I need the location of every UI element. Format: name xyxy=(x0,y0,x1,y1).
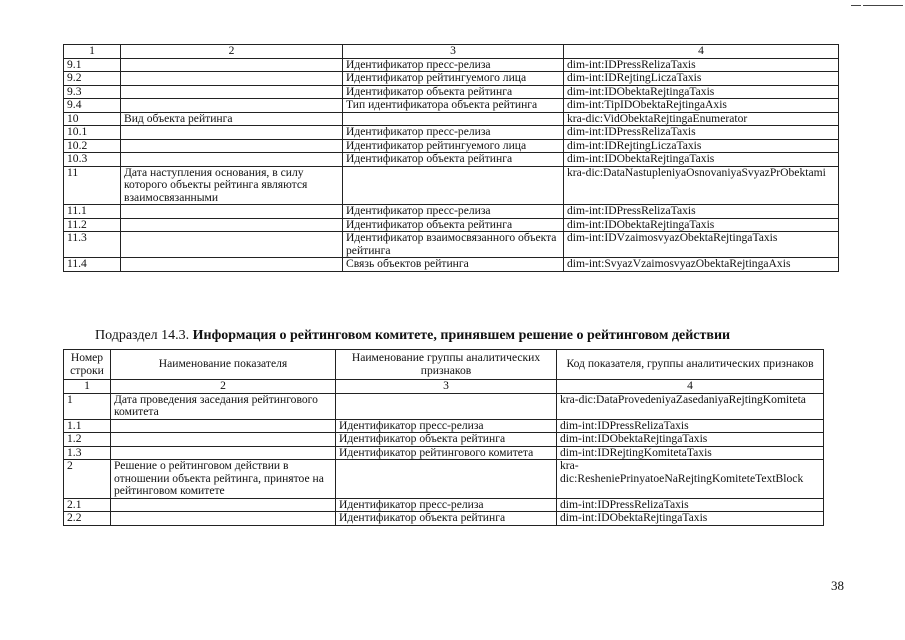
table-row xyxy=(64,232,839,258)
column-number-row xyxy=(64,45,839,59)
row-number-cell: 11.4 xyxy=(64,258,121,272)
table-row xyxy=(64,166,839,205)
indicator-code-cell: dim-int:IDObektaRejtingaTaxis xyxy=(564,153,839,167)
table-row xyxy=(64,446,824,460)
indicator-code-cell: dim-int:IDRejtingLiczaTaxis xyxy=(564,139,839,153)
indicator-name-cell xyxy=(121,72,343,86)
indicator-code-cell: kra-dic:DataNastupleniyaOsnovaniyaSvyazPrObektami xyxy=(564,166,839,205)
group-name-cell: Идентификатор объекта рейтинга xyxy=(336,512,557,526)
group-name-cell: Идентификатор рейтингуемого лица xyxy=(343,139,564,153)
row-number-cell: 1.1 xyxy=(64,419,111,433)
top-rule-short xyxy=(851,5,861,6)
indicator-name-cell: Решение о рейтинговом действии в отношении объекта рейтинга, принятое на рейтинговом комитете xyxy=(111,460,336,499)
column-number: 2 xyxy=(121,45,343,59)
column-number: 3 xyxy=(336,380,557,394)
header-row-number: Номер строки xyxy=(64,350,111,380)
indicator-code-cell: kra-dic:DataProvedeniyaZasedaniyaRejtingKomiteta xyxy=(557,393,824,419)
row-number-cell: 11.1 xyxy=(64,205,121,219)
indicator-name-cell xyxy=(121,85,343,99)
table-row xyxy=(64,419,824,433)
page-number: 38 xyxy=(831,578,844,593)
indicator-name-cell xyxy=(121,153,343,167)
row-number-cell: 2.1 xyxy=(64,498,111,512)
table-row xyxy=(64,393,824,419)
table-row xyxy=(64,218,839,232)
indicator-name-cell xyxy=(121,205,343,219)
table-row xyxy=(64,139,839,153)
table-row xyxy=(64,205,839,219)
indicator-code-cell: dim-int:SvyazVzaimosvyazObektaRejtingaAxis xyxy=(564,258,839,272)
indicator-name-cell xyxy=(121,258,343,272)
table-row xyxy=(64,112,839,126)
row-number-cell: 1.2 xyxy=(64,433,111,447)
subsection-prefix: Подраздел 14.3. xyxy=(95,328,193,343)
indicator-name-cell: Вид объекта рейтинга xyxy=(121,112,343,126)
table-row xyxy=(64,85,839,99)
group-name-cell: Идентификатор пресс-релиза xyxy=(343,126,564,140)
group-name-cell xyxy=(336,460,557,499)
indicator-name-cell xyxy=(121,99,343,113)
indicator-name-cell xyxy=(121,232,343,258)
indicator-code-cell: dim-int:IDObektaRejtingaTaxis xyxy=(557,512,824,526)
group-name-cell: Идентификатор объекта рейтинга xyxy=(343,218,564,232)
row-number-cell: 11.2 xyxy=(64,218,121,232)
table-row xyxy=(64,512,824,526)
indicator-code-cell: dim-int:IDObektaRejtingaTaxis xyxy=(564,85,839,99)
indicator-code-cell: kra-dic:VidObektaRejtingaEnumerator xyxy=(564,112,839,126)
column-number: 4 xyxy=(557,380,824,394)
indicator-name-cell: Дата наступления основания, в силу которого объекты рейтинга являются взаимосвязанными xyxy=(121,166,343,205)
row-number-cell: 11 xyxy=(64,166,121,205)
row-number-cell: 10.2 xyxy=(64,139,121,153)
indicator-code-cell: dim-int:IDObektaRejtingaTaxis xyxy=(557,433,824,447)
indicator-code-cell: dim-int:IDPressRelizaTaxis xyxy=(564,126,839,140)
row-number-cell: 10 xyxy=(64,112,121,126)
indicator-name-cell xyxy=(111,446,336,460)
group-name-cell: Идентификатор объекта рейтинга xyxy=(336,433,557,447)
header-row xyxy=(64,350,824,380)
row-number-cell: 10.3 xyxy=(64,153,121,167)
table-row xyxy=(64,72,839,86)
table-row xyxy=(64,99,839,113)
indicator-code-cell: dim-int:IDPressRelizaTaxis xyxy=(557,498,824,512)
group-name-cell: Связь объектов рейтинга xyxy=(343,258,564,272)
row-number-cell: 9.3 xyxy=(64,85,121,99)
header-code: Код показателя, группы аналитических признаков xyxy=(557,350,824,380)
subsection-heading xyxy=(95,328,730,344)
group-name-cell: Тип идентификатора объекта рейтинга xyxy=(343,99,564,113)
column-number: 2 xyxy=(111,380,336,394)
indicator-code-cell: dim-int:IDPressRelizaTaxis xyxy=(564,205,839,219)
subsection-title: Информация о рейтинговом комитете, принявшем решение о рейтинговом действии xyxy=(192,328,731,343)
row-number-cell: 2.2 xyxy=(64,512,111,526)
indicator-name-cell: Дата проведения заседания рейтингового комитета xyxy=(111,393,336,419)
row-number-cell: 10.1 xyxy=(64,126,121,140)
row-number-cell: 1 xyxy=(64,393,111,419)
indicator-code-cell: dim-int:IDObektaRejtingaTaxis xyxy=(564,218,839,232)
indicator-name-cell xyxy=(111,433,336,447)
indicator-code-cell: dim-int:IDRejtingKomitetaTaxis xyxy=(557,446,824,460)
group-name-cell: Идентификатор пресс-релиза xyxy=(336,419,557,433)
group-name-cell: Идентификатор взаимосвязанного объекта рейтинга xyxy=(343,232,564,258)
table-row xyxy=(64,498,824,512)
indicator-name-cell xyxy=(121,218,343,232)
indicator-name-cell xyxy=(121,126,343,140)
indicator-code-cell: dim-int:IDRejtingLiczaTaxis xyxy=(564,72,839,86)
top-rule-long xyxy=(863,5,903,6)
header-indicator-name: Наименование показателя xyxy=(111,350,336,380)
indicator-code-cell: dim-int:IDPressRelizaTaxis xyxy=(557,419,824,433)
row-number-cell: 2 xyxy=(64,460,111,499)
indicator-name-cell xyxy=(111,512,336,526)
header-group-name: Наименование группы аналитических признаков xyxy=(336,350,557,380)
table-row xyxy=(64,153,839,167)
indicator-code-cell: dim-int:IDVzaimosvyazObektaRejtingaTaxis xyxy=(564,232,839,258)
group-name-cell: Идентификатор рейтингуемого лица xyxy=(343,72,564,86)
indicator-code-cell: kra-dic:ResheniePrinyatoeNaRejtingKomiteteTextBlock xyxy=(557,460,824,499)
table-row xyxy=(64,460,824,499)
table-indicators-continued xyxy=(63,44,839,272)
group-name-cell: Идентификатор рейтингового комитета xyxy=(336,446,557,460)
group-name-cell xyxy=(343,166,564,205)
indicator-name-cell xyxy=(121,139,343,153)
column-number-row xyxy=(64,380,824,394)
group-name-cell: Идентификатор пресс-релиза xyxy=(336,498,557,512)
indicator-code-cell: dim-int:TipIDObektaRejtingaAxis xyxy=(564,99,839,113)
group-name-cell: Идентификатор пресс-релиза xyxy=(343,205,564,219)
group-name-cell: Идентификатор объекта рейтинга xyxy=(343,153,564,167)
table-row xyxy=(64,258,839,272)
row-number-cell: 1.3 xyxy=(64,446,111,460)
indicator-name-cell xyxy=(111,419,336,433)
group-name-cell xyxy=(343,112,564,126)
indicator-name-cell xyxy=(121,58,343,72)
table-rating-committee xyxy=(63,349,824,526)
indicator-name-cell xyxy=(111,498,336,512)
column-number: 3 xyxy=(343,45,564,59)
column-number: 1 xyxy=(64,380,111,394)
table-row xyxy=(64,433,824,447)
indicator-code-cell: dim-int:IDPressRelizaTaxis xyxy=(564,58,839,72)
group-name-cell xyxy=(336,393,557,419)
table-row xyxy=(64,126,839,140)
column-number: 1 xyxy=(64,45,121,59)
group-name-cell: Идентификатор пресс-релиза xyxy=(343,58,564,72)
row-number-cell: 11.3 xyxy=(64,232,121,258)
table-row xyxy=(64,58,839,72)
row-number-cell: 9.4 xyxy=(64,99,121,113)
row-number-cell: 9.1 xyxy=(64,58,121,72)
column-number: 4 xyxy=(564,45,839,59)
row-number-cell: 9.2 xyxy=(64,72,121,86)
group-name-cell: Идентификатор объекта рейтинга xyxy=(343,85,564,99)
